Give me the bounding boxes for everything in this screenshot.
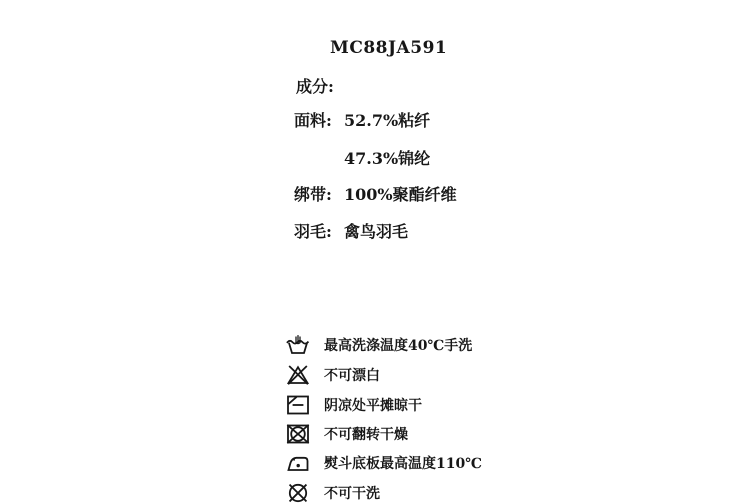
composition-row-fabric xyxy=(294,108,430,131)
composition-section-label: 成分: xyxy=(296,77,334,96)
care-label: 熨斗底板最高温度110℃ xyxy=(324,456,482,472)
care-row-no-tumble-dry xyxy=(286,423,408,445)
composition-row-label xyxy=(294,146,344,169)
composition-row-feather xyxy=(294,219,408,242)
care-row-no-dry-clean xyxy=(286,482,380,504)
dry-flat-in-shade-icon xyxy=(286,394,310,416)
composition-row-label: 羽毛: xyxy=(294,222,332,241)
care-label: 不可翻转干燥 xyxy=(324,427,408,443)
iron-max-110c-icon xyxy=(286,452,310,474)
care-row-no-bleach xyxy=(286,364,380,386)
care-row-dry-flat-shade xyxy=(286,394,422,416)
composition-row-label: 面料: xyxy=(294,111,332,130)
composition-row-value: 100%聚酯纤维 xyxy=(344,185,457,204)
do-not-tumble-dry-icon xyxy=(286,423,310,445)
product-code: MC88JA591 xyxy=(330,38,448,58)
handwash-max-40c-icon xyxy=(286,334,310,356)
do-not-dry-clean-icon xyxy=(286,482,310,504)
composition-row-value: 禽鸟羽毛 xyxy=(344,222,409,241)
care-label: 不可漂白 xyxy=(324,368,380,384)
do-not-bleach-icon xyxy=(286,364,310,386)
care-label: 不可干洗 xyxy=(324,486,380,502)
care-row-iron-low xyxy=(286,452,482,474)
composition-row-label: 绑带: xyxy=(294,185,332,204)
composition-row-value: 52.7%粘纤 xyxy=(344,111,431,130)
care-label: 阴凉处平摊晾干 xyxy=(324,398,422,414)
composition-row-straps xyxy=(294,182,457,205)
care-row-handwash xyxy=(286,334,472,356)
composition-row-value: 47.3%锦纶 xyxy=(344,149,431,168)
composition-row-fabric-2 xyxy=(294,146,430,169)
care-label: 最高洗涤温度40℃手洗 xyxy=(324,338,473,354)
